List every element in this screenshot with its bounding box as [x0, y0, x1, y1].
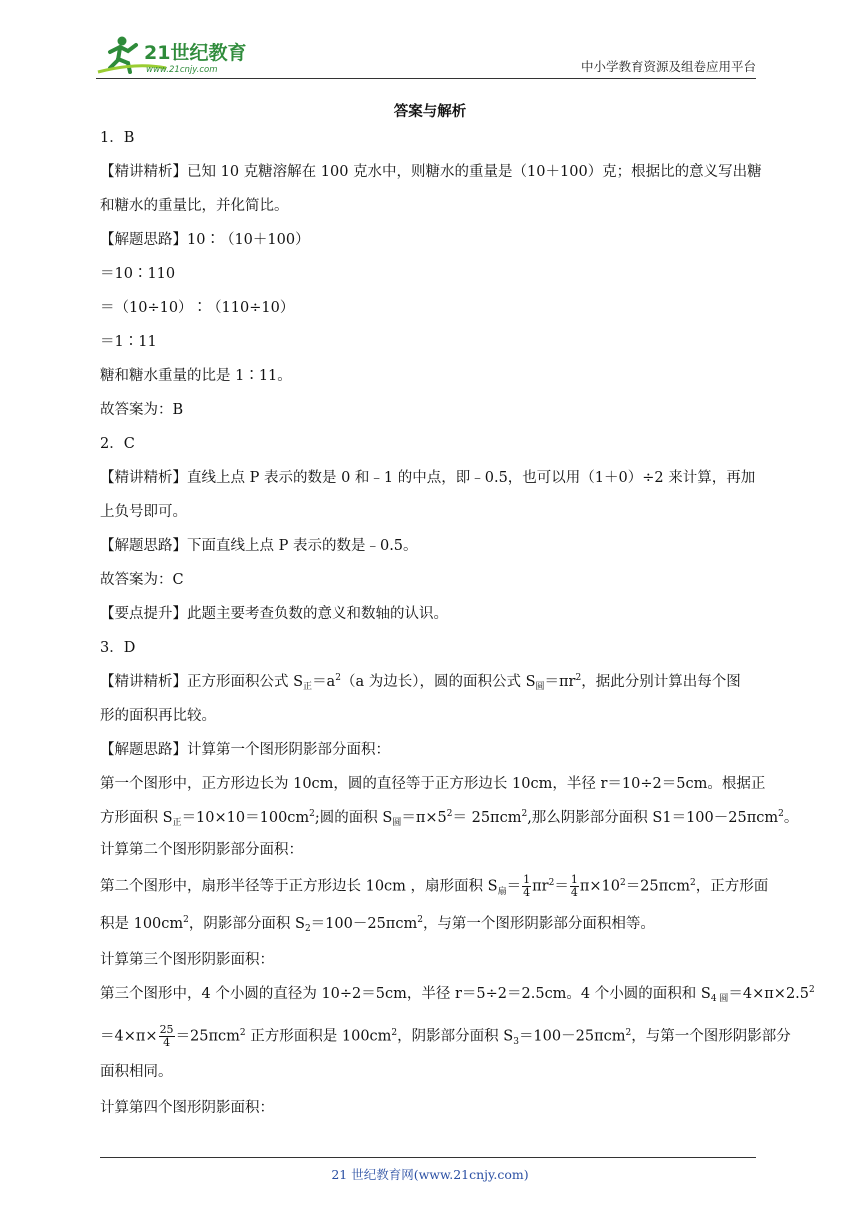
q1-analysis-cont: 和糖水的重量比，并化简比。 — [100, 198, 289, 214]
q2-answer: 2．C — [100, 436, 135, 452]
q3-figure4-heading: 计算第四个图形阴影面积： — [100, 1100, 274, 1116]
q3-figure2-heading: 计算第二个图形阴影部分面积： — [100, 842, 303, 858]
q3-figure2-result: 积是 $100cm^2$，阴影部分面积 $S_2=100-25\pi cm^2$，与第一个图形阴影部分面积相等。 — [100, 915, 655, 934]
q2-solution: 【解题思路】下面直线上点 P 表示的数是﹣0.5。 — [100, 538, 418, 554]
q2-key-point: 【要点提升】此题主要考查负数的意义和数轴的认识。 — [100, 606, 448, 622]
page-header — [96, 30, 756, 79]
q3-solution-heading: 【解题思路】计算第一个图形阴影部分面积： — [100, 742, 390, 758]
q3-figure3-heading: 计算第三个图形阴影面积： — [100, 952, 274, 968]
platform-name: 中小学教育资源及组卷应用平台 — [580, 59, 756, 74]
svg-text:www.21cnjy.com: www.21cnjy.com — [146, 65, 218, 75]
svg-text:21世纪教育: 21世纪教育 — [144, 42, 247, 64]
q2-analysis: 【精讲精析】直线上点 P 表示的数是 0 和﹣1 的中点，即﹣0.5，也可以用（1＋0）÷2 来计算，再加 — [100, 470, 756, 486]
q3-analysis: 【精讲精析】正方形面积公式 $S_正=a^2(a$ 为边长），圆的面积公式 $S_圆=\pi r^2$，据此分别计算出每个图 — [100, 673, 741, 692]
fraction-one-quarter: $\frac{1}{4}$ — [570, 873, 578, 899]
q3-figure3-calc: ＝4×π× $\frac{25}{4}$ ＝25πcm$^2$ 正方形面积是 $100cm^2$，阴影部分面积 $S_3=100-25\pi cm^2$，与第一个图形阴影部分 — [100, 1023, 791, 1049]
q3-figure3-text: 第三个图形中，4 个小圆的直径为 10÷2＝5cm，半径 r＝5÷2＝2.5cm。4 个小圆的面积和 $S_{4 圆}=4\times\pi\times 2.5^2$ — [100, 985, 815, 1004]
fraction-one-quarter: $\frac{1}{4}$ — [523, 873, 531, 899]
q1-conclusion: 糖和糖水重量的比是 1∶11。 — [100, 368, 292, 384]
page-footer: 21 世纪教育网(www.21cnjy.com) — [331, 1167, 529, 1182]
q1-step-3: ＝1∶11 — [100, 334, 157, 350]
q1-step-2: ＝（10÷10）∶（110÷10） — [100, 300, 295, 316]
q1-answer: 1．B — [100, 130, 135, 146]
q2-analysis-cont: 上负号即可。 — [100, 504, 187, 520]
q3-figure2-calc: 第二个图形中，扇形半径等于正方形边长 10cm ，扇形面积 $S_扇=$ $\frac{1}{4}$ $\pi r^2=$ $\frac{1}{4}$ $\pi\times 10^2=25\pi cm^2$，正方形面 — [100, 873, 769, 899]
q3-answer: 3．D — [100, 640, 136, 656]
q1-step-1: ＝10∶110 — [100, 266, 176, 282]
q1-analysis: 【精讲精析】已知 10 克糖溶解在 100 克水中，则糖水的重量是（10＋100）克；根据比的意义写出糖 — [100, 164, 762, 180]
q1-solution: 【解题思路】10∶（10＋100） — [100, 232, 310, 248]
footer-divider — [100, 1157, 756, 1158]
q3-analysis-cont: 形的面积再比较。 — [100, 708, 216, 724]
section-title: 答案与解析 — [393, 103, 467, 120]
q3-figure1-text: 第一个图形中，正方形边长为 10cm，圆的直径等于正方形边长 10cm，半径 r＝10÷2＝5cm。根据正 — [100, 776, 766, 792]
logo-21cnjy — [96, 32, 266, 76]
fraction-25-over-4: $\frac{25}{4}$ — [159, 1023, 174, 1049]
q2-final: 故答案为：C — [100, 572, 184, 588]
q1-final: 故答案为：B — [100, 402, 184, 418]
q3-figure3-result: 面积相同。 — [100, 1064, 173, 1080]
q3-figure1-calc: 方形面积 $S_正=10\times 10=100cm^2$;圆的面积 $S_圆=\pi\times 5^2= 25\pi cm^2$,那么阴影部分面积 S1＝100－25πcm$^2$。 — [100, 809, 799, 828]
